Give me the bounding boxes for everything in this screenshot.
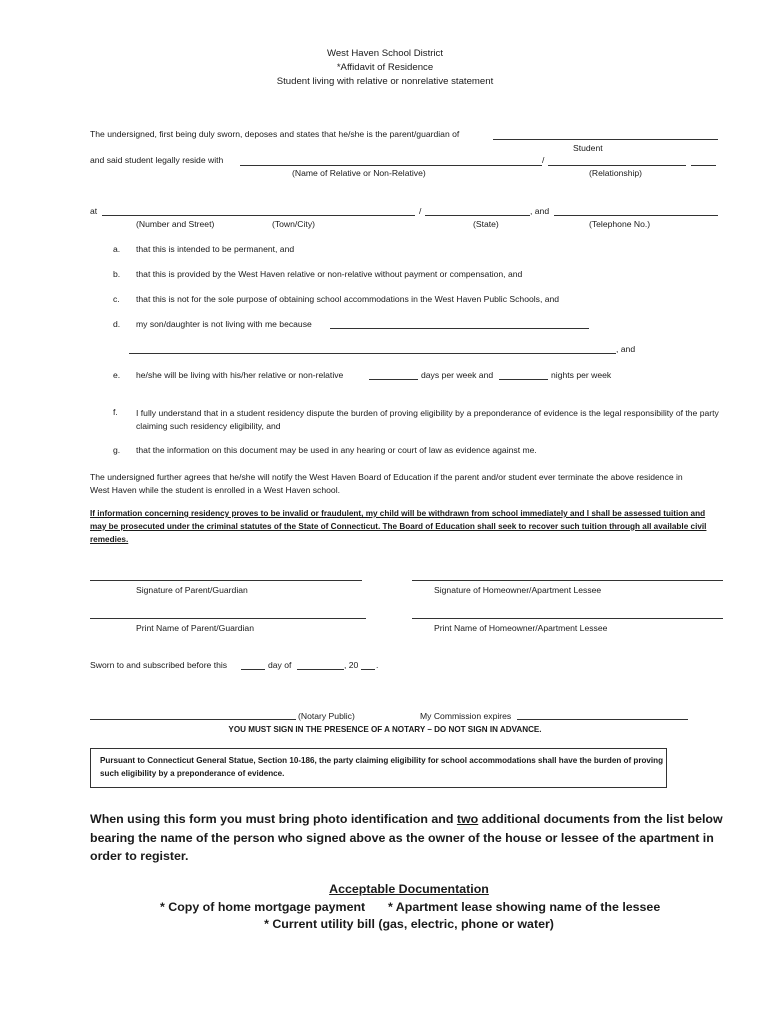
documentation-item-utility: * Current utility bill (gas, electric, phone or water) — [264, 917, 554, 931]
sworn-day-field[interactable] — [241, 669, 265, 670]
parent-signature-field[interactable] — [90, 580, 362, 581]
instructions-part1: When using this form you must bring photo identification and — [90, 812, 457, 826]
item-text: that this is provided by the West Haven relative or non-relative without payment or compensation, and — [136, 269, 523, 279]
relative-label: (Name of Relative or Non-Relative) — [292, 168, 426, 178]
notary-signature-field[interactable] — [90, 719, 296, 720]
and-text: , and — [530, 206, 550, 216]
item-letter: f. — [113, 407, 118, 417]
student-name-field[interactable] — [493, 139, 718, 140]
days-per-week-text: days per week and — [421, 370, 494, 380]
item-letter: b. — [113, 269, 121, 279]
relationship-extra-field[interactable] — [691, 165, 716, 166]
documentation-item-lease: * Apartment lease showing name of the lessee — [388, 900, 661, 914]
item-text: he/she will be living with his/her relative or non-relative — [136, 370, 344, 380]
item-text: I fully understand that in a student residency dispute the burden of proving eligibility by a preponderance of evidence is the legal responsibility of the party claiming such residency eligibility, and — [136, 408, 719, 431]
nights-per-week-field[interactable] — [499, 379, 548, 380]
reason-field[interactable] — [330, 328, 589, 329]
at-text: at — [90, 206, 98, 216]
parent-print-name-field[interactable] — [90, 618, 366, 619]
commission-expires-field[interactable] — [517, 719, 688, 720]
parent-signature-label: Signature of Parent/Guardian — [136, 585, 248, 595]
telephone-label: (Telephone No.) — [589, 219, 651, 229]
item-text: that this is intended to be permanent, and — [136, 244, 295, 254]
relationship-slash: / — [542, 155, 545, 165]
reside-with-text: and said student legally reside with — [90, 155, 224, 165]
item-letter: c. — [113, 294, 120, 304]
sworn-period: . — [376, 660, 379, 670]
fraud-warning: If information concerning residency proves to be invalid or fraudulent, my child will be withdrawn from school immediately and I shall be assessed tuition and may be prosecuted under the criminal statutes of the State of Connecticut. The Board of Education shall seek to recover such tuition through all available civil remedies. — [90, 509, 707, 544]
item-letter: e. — [113, 370, 121, 380]
owner-print-label: Print Name of Homeowner/Apartment Lessee — [434, 623, 608, 633]
sworn-text: Sworn to and subscribed before this — [90, 660, 228, 670]
declaration-intro: The undersigned, first being duly sworn, deposes and states that he/she is the parent/guardian of — [90, 129, 460, 139]
address-slash: / — [419, 206, 422, 216]
parent-print-label: Print Name of Parent/Guardian — [136, 623, 254, 633]
sworn-year-field[interactable] — [361, 669, 375, 670]
state-field[interactable] — [425, 215, 530, 216]
item-text: my son/daughter is not living with me because — [136, 319, 312, 329]
student-label: Student — [573, 143, 603, 153]
relationship-field[interactable] — [548, 165, 686, 166]
item-text: that this is not for the sole purpose of obtaining school accommodations in the West Haven Public Schools, and — [136, 294, 560, 304]
telephone-field[interactable] — [554, 215, 718, 216]
documentation-item-mortgage: * Copy of home mortgage payment — [160, 900, 366, 914]
item-letter: g. — [113, 445, 121, 455]
commission-label: My Commission expires — [420, 711, 512, 721]
relationship-label: (Relationship) — [589, 168, 643, 178]
relative-name-field[interactable] — [240, 165, 542, 166]
owner-signature-label: Signature of Homeowner/Apartment Lessee — [434, 585, 602, 595]
district-name: West Haven School District — [326, 48, 444, 59]
agreement-paragraph: The undersigned further agrees that he/she will notify the West Haven Board of Education if the parent and/or student ever terminate the above residence in West Haven while the student is enrolled in a West Haven school. — [90, 472, 683, 495]
days-per-week-field[interactable] — [369, 379, 418, 380]
town-label: (Town/City) — [272, 219, 315, 229]
notary-label: (Notary Public) — [298, 711, 355, 721]
documentation-heading: Acceptable Documentation — [329, 882, 489, 896]
registration-instructions — [90, 810, 725, 866]
nights-per-week-text: nights per week — [551, 370, 612, 380]
state-label: (State) — [473, 219, 499, 229]
owner-signature-field[interactable] — [412, 580, 723, 581]
item-text: that the information on this document may be used in any hearing or court of law as evidence against me. — [136, 445, 537, 455]
sworn-day-of: day of — [268, 660, 292, 670]
form-title: *Affidavit of Residence — [336, 62, 434, 73]
form-subtitle: Student living with relative or nonrelative statement — [276, 76, 494, 87]
street-town-field[interactable] — [102, 215, 415, 216]
item-letter: d. — [113, 319, 121, 329]
item-text: , and — [616, 344, 636, 354]
statute-notice-text: Pursuant to Connecticut General Statue, Section 10-186, the party claiming eligibility for school accommodations shall have the burden of proving such eligibility by a preponderance of evidence. — [100, 756, 664, 778]
statute-notice-box — [90, 748, 667, 788]
reason-field-continued[interactable] — [129, 353, 616, 354]
instructions-emphasis: two — [456, 812, 479, 826]
sworn-month-field[interactable] — [297, 669, 344, 670]
street-label: (Number and Street) — [136, 219, 215, 229]
notary-presence-warning: YOU MUST SIGN IN THE PRESENCE OF A NOTARY – DO NOT SIGN IN ADVANCE. — [228, 725, 542, 734]
instructions-part2: additional documents from the list below bearing the name of the person who signed above as the owner of the house or lessee of the apartment in order to register. — [90, 812, 723, 863]
item-letter: a. — [113, 244, 121, 254]
owner-print-name-field[interactable] — [412, 618, 723, 619]
sworn-year-prefix: , 20 — [344, 660, 359, 670]
